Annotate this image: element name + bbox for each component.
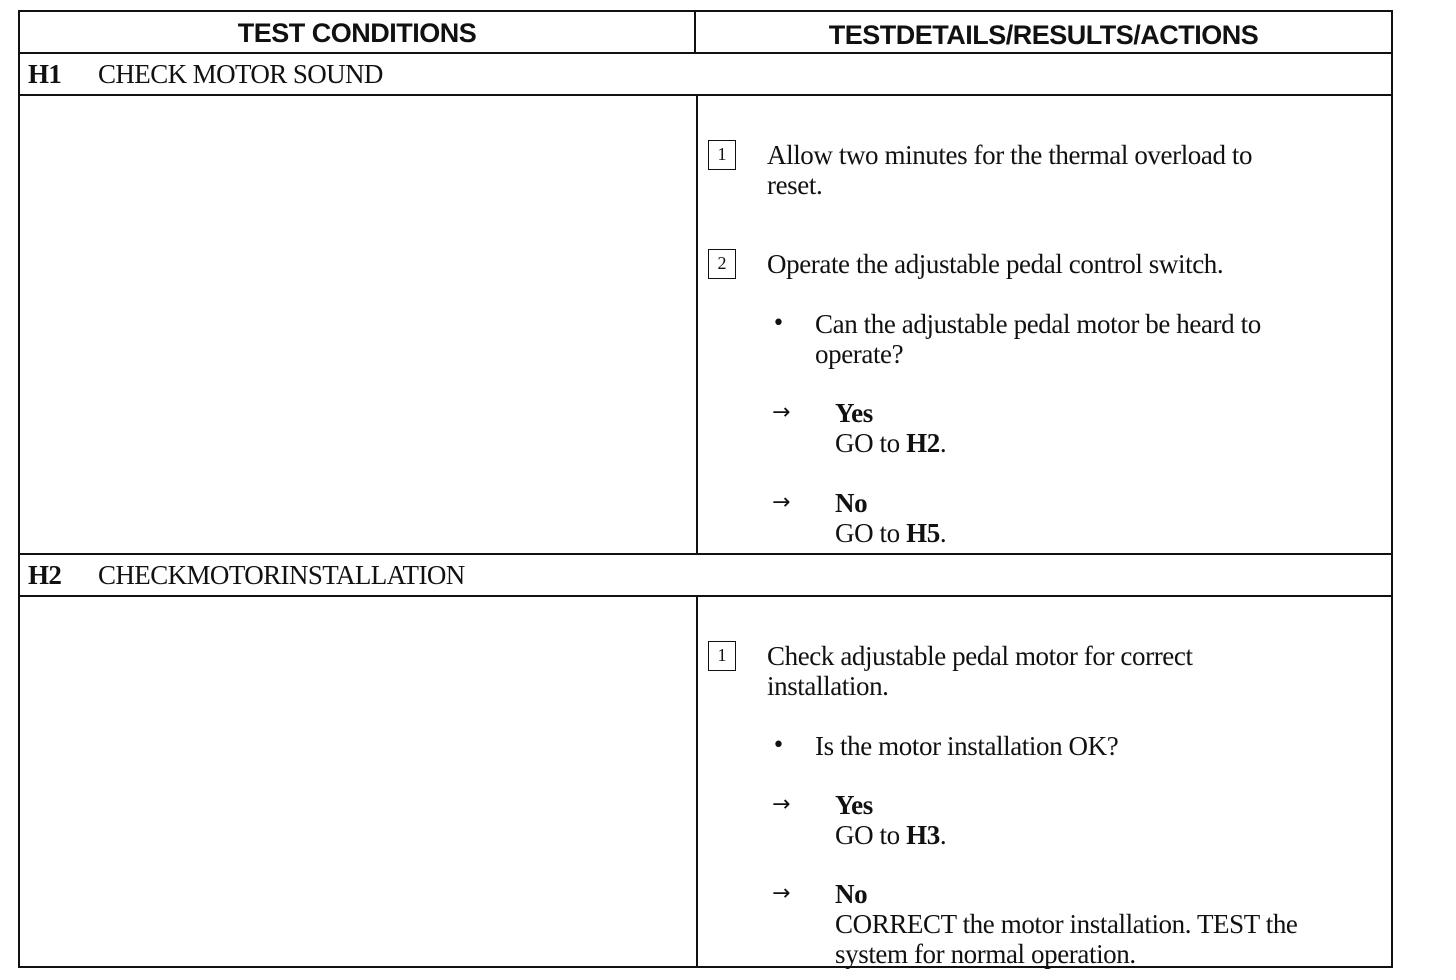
section-h1-body — [20, 96, 1391, 555]
section-title: CHECK MOTOR SOUND — [98, 59, 383, 89]
action-suffix: . — [939, 820, 947, 850]
section-h1-title-row — [20, 54, 1391, 96]
arrow-icon: → — [772, 400, 791, 425]
action-suffix: . — [939, 428, 947, 458]
arrow-icon: → — [772, 792, 791, 817]
no-label: No — [835, 879, 868, 909]
no-action-cont: system for normal operation. — [835, 939, 1136, 969]
bullet-icon: • — [772, 311, 785, 336]
diagnostic-table — [18, 10, 1393, 968]
step-text: Operate the adjustable pedal control switch. — [767, 249, 1224, 279]
step-text: Check adjustable pedal motor for correct — [767, 641, 1193, 671]
question-text-cont: operate? — [815, 339, 904, 369]
yes-action — [835, 820, 946, 850]
no-action: CORRECT the motor installation. TEST the — [835, 909, 1298, 939]
bullet-icon: • — [772, 733, 785, 758]
test-conditions-cell — [20, 96, 698, 553]
step-text-cont: installation. — [767, 671, 889, 701]
table-header — [20, 12, 1391, 54]
yes-label: Yes — [835, 398, 873, 428]
question-text: Can the adjustable pedal motor be heard to — [815, 309, 1261, 339]
no-action — [835, 518, 946, 548]
section-code: H1 — [28, 59, 62, 89]
step-text: Allow two minutes for the thermal overload to — [767, 140, 1253, 170]
step-number-box: 2 — [708, 249, 736, 279]
yes-action — [835, 428, 946, 458]
test-details-cell — [698, 597, 1391, 969]
action-text: GO to — [835, 428, 900, 458]
header-test-conditions: TEST CONDITIONS — [20, 12, 696, 52]
arrow-icon: → — [772, 490, 791, 515]
arrow-icon: → — [772, 881, 791, 906]
section-h2-body — [20, 597, 1391, 969]
step-text-cont: reset. — [767, 170, 823, 200]
section-title: CHECKMOTORINSTALLATION — [98, 560, 465, 590]
no-label: No — [835, 488, 868, 518]
section-code: H2 — [28, 560, 62, 590]
test-details-cell — [698, 96, 1391, 553]
action-text: GO to — [835, 820, 900, 850]
goto-target: H5 — [906, 518, 940, 548]
test-conditions-cell — [20, 597, 698, 966]
step-number-box: 1 — [708, 140, 736, 170]
action-text: GO to — [835, 518, 900, 548]
header-test-details: TESTDETAILS/RESULTS/ACTIONS — [828, 20, 1259, 50]
goto-target: H3 — [906, 820, 940, 850]
section-h2-title-row — [20, 555, 1391, 597]
action-suffix: . — [939, 518, 947, 548]
yes-label: Yes — [835, 790, 873, 820]
step-number-box: 1 — [708, 641, 736, 671]
question-text: Is the motor installation OK? — [815, 731, 1119, 761]
goto-target: H2 — [906, 428, 940, 458]
